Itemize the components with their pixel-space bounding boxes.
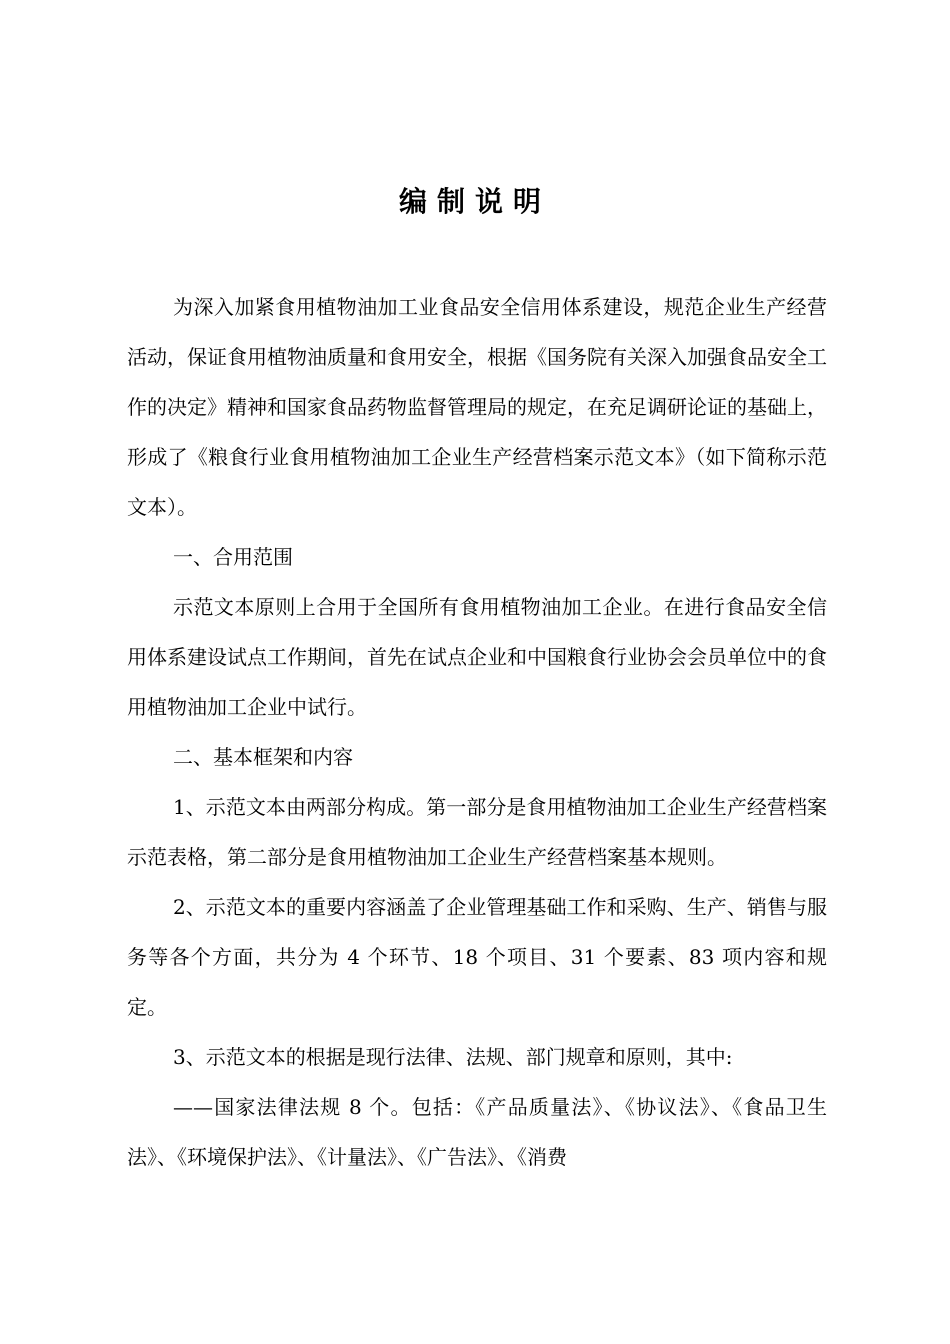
framework-item-1: 1、示范文本由两部分构成。第一部分是食用植物油加工企业生产经营档案示范表格，第二部分是食用植物油加工企业生产经营档案基本规则。 bbox=[127, 795, 827, 869]
section-heading-framework: 二、基本框架和内容 bbox=[173, 745, 353, 769]
scope-paragraph: 示范文本原则上合用于全国所有食用植物油加工企业。在进行食品安全信用体系建设试点工作期间，首先在试点企业和中国粮食行业协会会员单位中的食用植物油加工企业中试行。 bbox=[127, 595, 827, 719]
section-heading-scope: 一、合用范围 bbox=[173, 545, 293, 569]
document-title: 编制说明 bbox=[398, 185, 551, 218]
intro-paragraph: 为深入加紧食用植物油加工业食品安全信用体系建设，规范企业生产经营活动，保证食用植物油质量和食用安全，根据《国务院有关深入加强食品安全工作的决定》精神和国家食品药物监督管理局的规定，在充足调研论证的基础上，形成了《粮食行业食用植物油加工企业生产经营档案示范文本》（如下简称示范文本）。 bbox=[127, 295, 827, 519]
framework-item-2: 2、示范文本的重要内容涵盖了企业管理基础工作和采购、生产、销售与服务等各个方面，共分为 4 个环节、18 个项目、31 个要素、83 项内容和规定。 bbox=[127, 895, 827, 1019]
document-body bbox=[127, 282, 827, 1182]
framework-item-3: 3、示范文本的根据是现行法律、法规、部门规章和原则，其中: bbox=[173, 1045, 733, 1069]
laws-list-paragraph: ——国家法律法规 8 个。包括：《产品质量法》、《协议法》、《食品卫生法》、《环境保护法》、《计量法》、《广告法》、《消费 bbox=[127, 1095, 827, 1169]
